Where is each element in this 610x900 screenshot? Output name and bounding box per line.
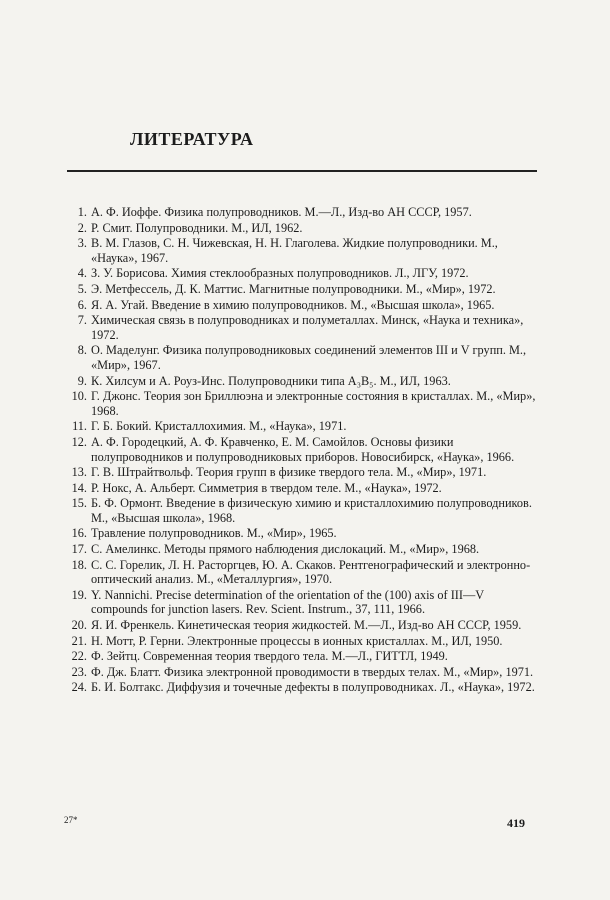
reference-text: Г. Джонс. Теория зон Бриллюэна и электронные состояния в кристаллах. М., «Мир», 1968. — [91, 389, 536, 418]
reference-item — [73, 465, 543, 480]
reference-item — [73, 343, 543, 372]
reference-item — [73, 680, 543, 695]
reference-text: О. Маделунг. Физика полупроводниковых соединений элементов III и V групп. М., «Мир», 1967. — [91, 343, 527, 372]
reference-text: Г. В. Штрайтвольф. Теория групп в физике твердого тела. М., «Мир», 1971. — [91, 465, 487, 480]
reference-text: Б. И. Болтакс. Диффузия и точечные дефекты в полупроводниках. Л., «Наука», 1972. — [91, 680, 535, 695]
reference-number: 17. — [71, 542, 87, 557]
reference-number: 15. — [71, 496, 87, 511]
reference-item — [73, 481, 543, 496]
reference-item — [73, 221, 543, 236]
reference-text: Р. Смит. Полупроводники. М., ИЛ, 1962. — [91, 220, 303, 235]
reference-item — [73, 419, 543, 434]
title-divider — [67, 170, 537, 172]
reference-number: 14. — [71, 480, 87, 495]
reference-text: К. Хилсум и А. Роуз-Инс. Полупроводники типа A₃B₅. М., ИЛ, 1963. — [91, 373, 451, 388]
reference-text: Ф. Дж. Блатт. Физика электронной проводимости в твердых телах. М., «Мир», 1971. — [91, 664, 534, 679]
printer-signature: 27* — [64, 815, 78, 825]
reference-number: 1. — [77, 205, 87, 219]
reference-item — [73, 389, 543, 418]
reference-number: 11. — [72, 419, 87, 434]
reference-number: 9. — [77, 373, 87, 388]
reference-text: Y. Nannichi. Precise determination of the orientation of the (100) axis of III—V compounds for junction lasers. Rev. Scient. Instrum., 37, 111, 1966. — [91, 587, 484, 617]
reference-number: 5. — [77, 281, 87, 296]
reference-item — [73, 205, 543, 220]
reference-number: 2. — [77, 220, 87, 235]
reference-text: Р. Нокс, А. Альберт. Симметрия в твердом теле. М., «Наука», 1972. — [91, 480, 442, 495]
reference-number: 13. — [71, 465, 87, 480]
reference-item — [73, 558, 543, 587]
reference-number: 6. — [77, 297, 87, 312]
reference-text: С. Амелинкс. Методы прямого наблюдения дислокаций. М., «Мир», 1968. — [91, 542, 480, 557]
reference-text: Я. А. Угай. Введение в химию полупроводников. М., «Высшая школа», 1965. — [91, 297, 495, 312]
reference-number: 24. — [71, 680, 87, 695]
reference-text: Э. Метфессель, Д. К. Маттис. Магнитные полупроводники. М., «Мир», 1972. — [91, 281, 496, 296]
reference-text: С. С. Горелик, Л. Н. Расторгцев, Ю. А. Скаков. Рентгенографический и электронно-оптический анализ. М., «Металлургия», 1970. — [91, 557, 531, 587]
reference-number: 20. — [71, 618, 87, 633]
reference-text: А. Ф. Иоффе. Физика полупроводников. М.—Л., Изд-во АН СССР, 1957. — [91, 205, 472, 219]
reference-item — [73, 649, 543, 664]
reference-number: 7. — [77, 313, 87, 328]
reference-number: 23. — [71, 664, 87, 679]
reference-item — [73, 588, 543, 617]
reference-item — [73, 313, 543, 342]
reference-item — [73, 282, 543, 297]
reference-item — [73, 374, 543, 389]
reference-text: Г. Б. Бокий. Кристаллохимия. М., «Наука», 1971. — [91, 419, 347, 434]
reference-item — [73, 665, 543, 680]
reference-item — [73, 542, 543, 557]
reference-number: 4. — [77, 266, 87, 281]
reference-text: Б. Ф. Ормонт. Введение в физическую химию и кристаллохимию полупроводников. М., «Высшая школа», 1968. — [91, 496, 532, 525]
reference-number: 16. — [71, 526, 87, 541]
reference-number: 12. — [71, 434, 87, 449]
reference-text: Химическая связь в полупроводниках и полуметаллах. Минск, «Наука и техника», 1972. — [91, 313, 524, 342]
reference-text: Я. И. Френкель. Кинетическая теория жидкостей. М.—Л., Изд-во АН СССР, 1959. — [91, 618, 522, 633]
reference-text: Ф. Зейтц. Современная теория твердого тела. М.—Л., ГИТТЛ, 1949. — [91, 649, 448, 664]
reference-item — [73, 266, 543, 281]
reference-text: Н. Мотт, Р. Герни. Электронные процессы в ионных кристаллах. М., ИЛ, 1950. — [91, 633, 503, 648]
reference-number: 18. — [71, 557, 87, 572]
reference-text: З. У. Борисова. Химия стеклообразных полупроводников. Л., ЛГУ, 1972. — [91, 266, 469, 281]
reference-number: 8. — [77, 343, 87, 358]
reference-number: 10. — [71, 389, 87, 404]
reference-item — [73, 298, 543, 313]
reference-number: 21. — [71, 633, 87, 648]
reference-item — [73, 526, 543, 541]
reference-number: 19. — [71, 587, 87, 602]
reference-item — [73, 435, 543, 464]
reference-item — [73, 236, 543, 265]
reference-text: А. Ф. Городецкий, А. Ф. Кравченко, Е. М. Самойлов. Основы физики полупроводников и полупроводниковых приборов. Новосибирск, «Наука», 1966. — [91, 434, 515, 464]
reference-list — [73, 205, 543, 696]
reference-number: 3. — [77, 236, 87, 251]
reference-item — [73, 496, 543, 525]
reference-text: В. М. Глазов, С. Н. Чижевская, Н. Н. Глаголева. Жидкие полупроводники. М., «Наука», 1967. — [91, 236, 498, 265]
reference-item — [73, 634, 543, 649]
page-title: ЛИТЕРАТУРА — [130, 129, 254, 149]
page-number: 419 — [507, 816, 525, 830]
reference-item — [73, 618, 543, 633]
reference-text: Травление полупроводников. М., «Мир», 1965. — [91, 526, 337, 541]
reference-number: 22. — [71, 649, 87, 664]
